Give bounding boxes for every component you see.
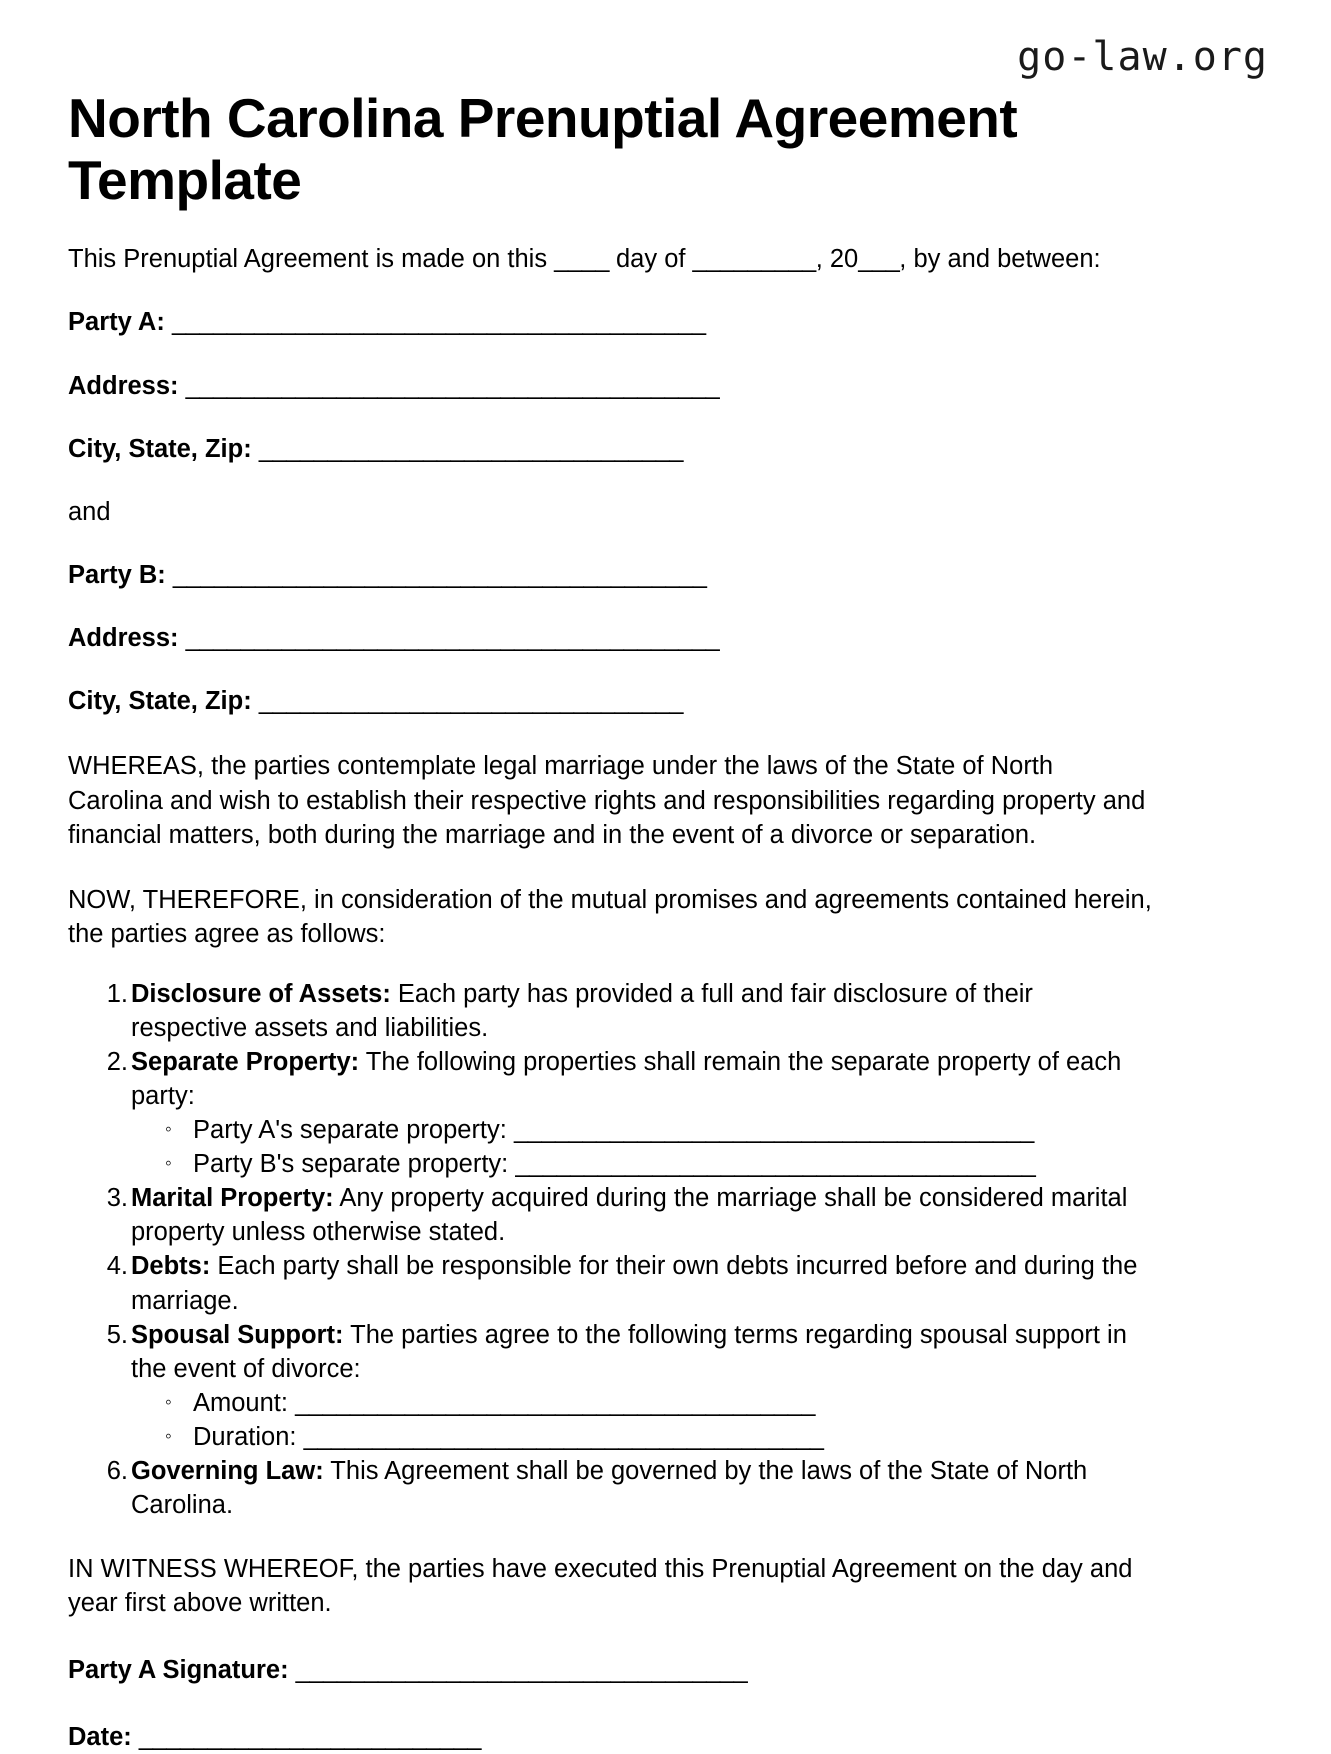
clause-sub-label: Party A's separate property:	[193, 1116, 514, 1145]
party-a-address-label: Address:	[68, 371, 179, 400]
party-a-signature-field	[68, 1620, 1153, 1687]
clause-text: Each party shall be responsible for their own debts incurred before and during the marriage.	[131, 1252, 1138, 1315]
intro-paragraph	[68, 211, 1153, 276]
clause-sub-blank: ______________________________________	[515, 1150, 1036, 1179]
party-a-signature-blank: _________________________________	[295, 1656, 748, 1685]
clause-sub-blank: ______________________________________	[303, 1422, 824, 1451]
clause-sub-item	[131, 1420, 1153, 1454]
party-a-csz-blank: _______________________________	[258, 434, 683, 463]
party-a-address-blank: _______________________________________	[185, 371, 720, 400]
intro-blank-month: _________	[692, 245, 816, 274]
clause-number: 3.	[106, 1184, 128, 1213]
clause-number: 6.	[106, 1456, 128, 1485]
party-b-address-blank: _______________________________________	[185, 624, 720, 653]
circle-bullet-icon: ◦	[165, 1391, 172, 1413]
intro-text-3: , 20	[815, 245, 859, 274]
clause-number: 5.	[106, 1320, 128, 1349]
party-b-name-field	[68, 529, 1153, 592]
page-title: North Carolina Prenuptial Agreement Template	[68, 87, 1018, 211]
party-b-address-field	[68, 592, 1153, 655]
clause-term: Debts:	[131, 1252, 211, 1281]
clause-term: Governing Law:	[131, 1456, 324, 1485]
party-a-csz-field	[68, 403, 1153, 466]
clause-sub-item	[131, 1386, 1153, 1420]
clause-term: Spousal Support:	[131, 1320, 344, 1349]
circle-bullet-icon: ◦	[165, 1425, 172, 1447]
clause-sub-item	[131, 1113, 1153, 1147]
intro-text-4: , by and between:	[899, 245, 1101, 274]
intro-blank-day: ____	[554, 245, 609, 274]
clause-item	[68, 977, 1153, 1045]
party-a-name-blank: _______________________________________	[171, 308, 706, 337]
party-b-csz-field	[68, 655, 1153, 718]
party-b-csz-label: City, State, Zip:	[68, 687, 252, 716]
intro-text-2: day of	[608, 245, 693, 274]
clause-sub-label: Party B's separate property:	[193, 1150, 516, 1179]
conjunction-and: and	[68, 497, 111, 526]
clause-sub-label: Amount:	[193, 1388, 296, 1417]
clause-item	[68, 1318, 1153, 1454]
clause-text: The following properties shall remain the separate property of each party:	[131, 1048, 1122, 1111]
clause-number: 4.	[106, 1252, 128, 1281]
circle-bullet-icon: ◦	[165, 1153, 172, 1175]
site-watermark: go-law.org	[1017, 34, 1268, 80]
clause-text: Any property acquired during the marriage shall be considered marital property unless otherwise stated.	[131, 1184, 1128, 1247]
clause-sub-blank: ______________________________________	[513, 1116, 1034, 1145]
party-b-address-label: Address:	[68, 624, 179, 653]
party-a-name-label: Party A:	[68, 308, 165, 337]
clause-item	[68, 1181, 1153, 1249]
clause-sub-item	[131, 1147, 1153, 1181]
circle-bullet-icon: ◦	[165, 1119, 172, 1141]
intro-text-1: This Prenuptial Agreement is made on this	[68, 245, 555, 274]
clause-text: The parties agree to the following terms regarding spousal support in the event of divorce:	[131, 1320, 1127, 1383]
whereas-paragraph: WHEREAS, the parties contemplate legal marriage under the laws of the State of North Carolina and wish to establish their respective rights and responsibilities regarding property and financial matters, both during the marriage and in the event of a divorce or separation.	[68, 752, 1146, 849]
clause-sub-label: Duration:	[193, 1422, 304, 1451]
clause-number: 1.	[106, 980, 128, 1009]
clause-sub-blank: ______________________________________	[295, 1388, 815, 1417]
clause-item	[68, 1045, 1153, 1181]
party-a-signature-label: Party A Signature:	[68, 1656, 289, 1685]
now-therefore-paragraph: NOW, THEREFORE, in consideration of the mutual promises and agreements contained herein, the parties agree as follows:	[68, 885, 1152, 949]
party-a-address-field	[68, 340, 1153, 403]
date-field	[68, 1687, 1153, 1754]
clause-text: This Agreement shall be governed by the laws of the State of North Carolina.	[131, 1456, 1088, 1519]
clause-term: Separate Property:	[131, 1048, 360, 1077]
intro-blank-year: ___	[858, 245, 900, 274]
clauses-list	[68, 951, 1153, 1522]
date-label: Date:	[68, 1723, 132, 1752]
clause-item	[68, 1454, 1153, 1522]
witness-paragraph: IN WITNESS WHEREOF, the parties have executed this Prenuptial Agreement on the day and year first above written.	[68, 1554, 1133, 1617]
clause-sub-list	[131, 1113, 1153, 1181]
party-a-name-field	[68, 276, 1153, 339]
party-a-csz-label: City, State, Zip:	[68, 434, 252, 463]
clause-number: 2.	[106, 1048, 128, 1077]
party-b-name-blank: _______________________________________	[172, 560, 707, 589]
clause-item	[68, 1249, 1153, 1317]
party-b-name-label: Party B:	[68, 560, 166, 589]
party-b-csz-blank: _______________________________	[258, 687, 683, 716]
clause-sub-list	[131, 1386, 1153, 1454]
date-blank: _________________________	[138, 1723, 481, 1752]
clause-term: Marital Property:	[131, 1184, 334, 1213]
clause-text: Each party has provided a full and fair disclosure of their respective assets and liabilities.	[131, 980, 1033, 1043]
clause-term: Disclosure of Assets:	[131, 980, 391, 1009]
document-body	[68, 0, 1153, 1754]
